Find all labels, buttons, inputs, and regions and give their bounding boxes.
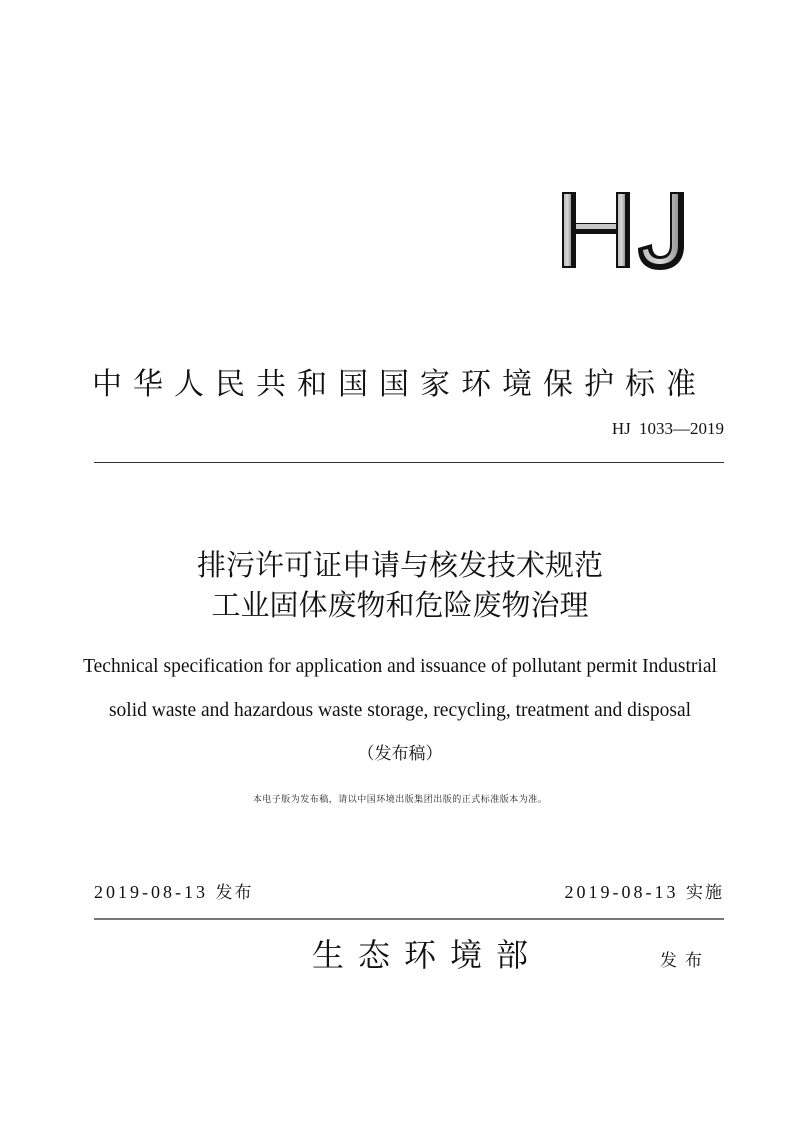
edition-notice: 本电子版为发布稿，请以中国环境出版集团出版的正式标准版本为准。	[252, 795, 548, 805]
implement-date-block	[565, 878, 725, 903]
implement-date: 2019-08-13	[564, 882, 679, 902]
implement-label: 实施	[686, 883, 724, 903]
title-en-line2: solid waste and hazardous waste storage, recycling, treatment and disposal	[108, 700, 692, 721]
title-zh-line2: 工业固体废物和危险废物治理	[211, 588, 589, 622]
release-date-block	[94, 878, 254, 903]
title-en-line1: Technical specification for application and issuance of pollutant permit Industrial	[83, 656, 717, 677]
release-label: 发布	[215, 883, 254, 903]
standard-category-title: 中华人民共和国国家环境保护标准	[92, 367, 707, 402]
issued-label: 发布	[660, 951, 710, 971]
header-divider	[94, 462, 724, 463]
title-zh-line1: 排污许可证申请与核发技术规范	[196, 548, 603, 582]
release-date: 2019-08-13	[94, 882, 208, 902]
standard-code: HJ 1033—2019	[611, 419, 724, 438]
footer-divider	[94, 918, 724, 920]
hj-logo-icon	[558, 188, 698, 272]
draft-label: （发布稿）	[357, 744, 443, 764]
issuing-ministry: 生态环境部	[312, 936, 543, 974]
